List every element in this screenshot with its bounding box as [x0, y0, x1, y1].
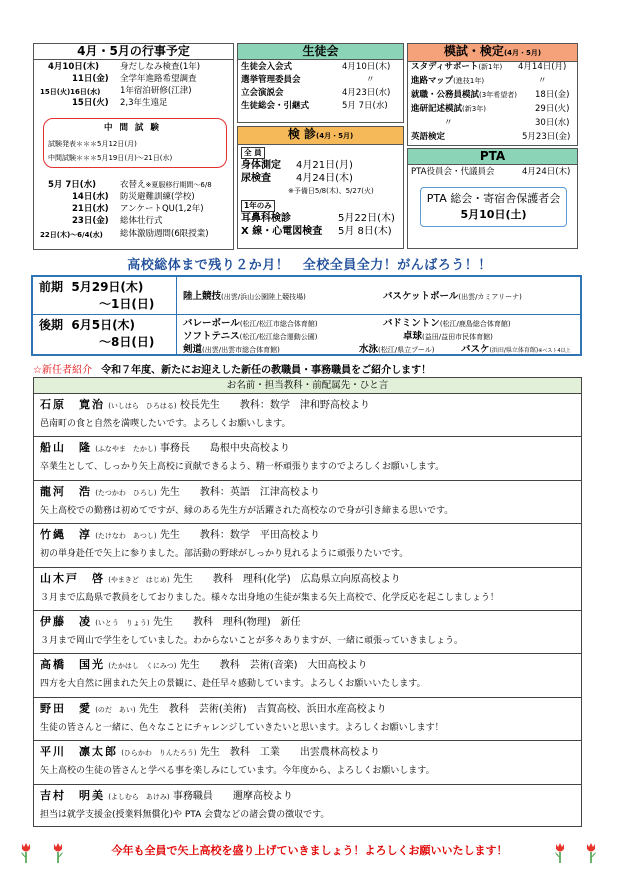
staff-message: 生徒の皆さんと一緒に、色々なことにチャレンジしていきたいと思います。よろしくお願いします！ — [40, 722, 444, 733]
mock-exam-date: 29日(火) — [535, 104, 570, 114]
staff-name-line — [40, 396, 575, 415]
checkup-date: 5月22日(木) — [338, 213, 395, 224]
mock-exam-item: 英語検定 — [411, 132, 446, 142]
staff-message: ３月まで広島県で教員をしておりました。様々な出身地の生徒が集まる矢上高校で、化学反応を起こしましょう！ — [40, 592, 499, 603]
mock-exam-item: 就職・公務員模試(3年希望者) — [411, 90, 517, 100]
mock-exam-item: スタディサポート(新1年) — [411, 62, 503, 72]
pta-general-meeting-date: 5月10日(土) — [460, 208, 527, 221]
checkup-box — [237, 126, 404, 249]
checkup-item: 耳鼻科検診 — [241, 213, 291, 224]
schedule-event: アンケートQU(1,2年) — [120, 204, 204, 214]
schedule-event: 2,3年生遠足 — [120, 98, 168, 108]
mock-exam-date: 30日(水) — [535, 118, 570, 128]
checkup-date: 4月24日(木) — [296, 173, 353, 184]
staff-row — [34, 437, 581, 480]
staff-message: 卒業生として、しっかり矢上高校に貢献できるよう、精一杯頑張りますのでよろしくお願いします。 — [40, 462, 445, 473]
staff-name-reading: (たかはし くにみつ) — [108, 662, 177, 671]
staff-info: 先生 教科 芸術(音楽) 大田高校より — [179, 660, 368, 672]
council-date: 4月10日(木) — [342, 62, 391, 72]
staff-name: 野田 愛 — [40, 701, 92, 715]
schedule-date: 15日(火)16日(水) — [40, 88, 101, 96]
checkup-item: 身体測定 — [241, 160, 281, 171]
schedule-title: 4月・5月の行事予定 — [34, 44, 233, 60]
midterm-title: 中 間 試 験 — [104, 123, 161, 133]
staff-name-reading: (いしはら ひろはる) — [108, 402, 177, 410]
staff-name: 山木戸 啓 — [40, 571, 105, 585]
sport-event: バレーボール(松江/松江市総合体育館) — [183, 318, 318, 329]
staff-info: 先生 教科：英語 江津高校より — [159, 486, 320, 498]
pta-box — [407, 148, 578, 249]
staff-info: 先生 教科 理科(物理) 新任 — [152, 616, 301, 628]
all-students-tag: 全 員 — [241, 147, 265, 159]
staff-name-line — [40, 743, 575, 762]
council-date: 4月23日(水) — [342, 88, 391, 98]
checkup-date: 5月 8日(木) — [338, 226, 392, 237]
mock-exam-item: 〃 — [444, 118, 453, 128]
mock-exam-date: 18日(金) — [535, 90, 570, 100]
pta-general-meeting-title: PTA 総会・寄宿舎保護者会 — [426, 192, 561, 205]
midterm-announce: 試験発表＊＊＊5月12日(月) — [48, 140, 137, 148]
mock-exam-box — [407, 43, 578, 146]
mock-exam-date: 4月14日(月) — [518, 62, 567, 72]
sport-event: 卓球(益田/益田市民体育館) — [403, 331, 493, 342]
staff-row — [34, 394, 581, 437]
first-half-dates: 前期 5月29日(木) ～1日(日) — [33, 277, 177, 314]
staff-row — [34, 654, 581, 697]
council-event: 立会演説会 — [241, 88, 284, 98]
staff-name-line — [40, 570, 575, 589]
staff-name: 龍河 浩 — [40, 484, 92, 498]
checkup-date: 4月21日(月) — [296, 160, 353, 171]
staff-name: 高橋 国光 — [40, 658, 105, 672]
staff-row — [34, 785, 581, 828]
staff-message: 担当は就学支援金(授業料無償化)や PTA 会費などの諸会費の徴収です。 — [40, 809, 330, 820]
staff-name: 伊藤 凌 — [40, 614, 92, 628]
sport-event: バスケ(浜田/県立体育館)※ベスト4以上 — [461, 344, 571, 355]
mock-exam-item: 進研記述模試(新3年) — [411, 104, 486, 114]
schedule-event: 1年宿泊研修(江津) — [120, 86, 192, 96]
staff-name-reading: (いとう りょう) — [95, 618, 150, 627]
staff-info: 先生 教科 工業 出雲農林高校より — [199, 747, 380, 759]
staff-message: 矢上高校の生徒の皆さんと学べる事を楽しみにしています。今年度から、よろしくお願いします。 — [40, 766, 435, 777]
staff-row — [34, 741, 581, 784]
tulip-icon — [585, 842, 597, 864]
staff-name-line — [40, 700, 575, 719]
schedule-date: 23日(金) — [72, 216, 109, 226]
council-event: 選挙管理委員会 — [241, 75, 301, 85]
schedule-date: 11日(金) — [72, 74, 109, 84]
staff-name: 平川 凛太郎 — [40, 745, 118, 759]
schedule-event: 衣替え※夏服移行期間～6/8 — [120, 180, 212, 190]
schedule-date: 4月10日(木) — [48, 62, 100, 72]
schedule-date: 5月 7日(水) — [48, 180, 97, 190]
schedule-event: 全学年進路希望調査 — [120, 74, 197, 84]
first-half-row — [33, 277, 580, 315]
sports-tournament-table — [31, 275, 582, 356]
staff-message: 初の単身赴任で矢上に参りました。部活動の野球がしっかり見れるように頑張りたいです。 — [40, 549, 409, 560]
schedule-date: 15日(火) — [72, 98, 109, 108]
staff-message: 矢上高校での勤務は初めてですが、縁のある先生方が活躍された高校なので身が引き締まる思いです。 — [40, 505, 454, 516]
staff-name-line — [40, 787, 575, 806]
staff-message: 邑南町の食と自然を満喫したいです。よろしくお願いします。 — [40, 419, 291, 429]
new-staff-table-header: お名前・担当教科・前配属先・ひと言 — [34, 378, 581, 394]
council-event: 生徒会入会式 — [241, 62, 293, 72]
sport-event: 剣道(出雲/出雲市総合体育館) — [183, 344, 280, 355]
staff-info: 事務長 島根中央高校より — [159, 443, 290, 455]
staff-name-reading: (たつかわ ひろし) — [95, 488, 157, 497]
staff-name: 吉村 明美 — [40, 788, 105, 802]
staff-name-reading: (のだ あい) — [95, 705, 136, 714]
schedule-event: 総体壮行式 — [120, 216, 163, 226]
schedule-event: 総体激励週間(6限授業) — [120, 229, 209, 239]
staff-info: 校長先生 教科：数学 津和野高校より — [179, 400, 370, 411]
staff-info: 先生 教科 芸術(美術) 吉賀高校、浜田水産高校より — [138, 703, 387, 715]
staff-row — [34, 524, 581, 567]
second-half-dates: 後期 6月5日(木) ～8日(日) — [33, 315, 177, 354]
schedule-date: 21日(水) — [72, 204, 109, 214]
council-date: 〃 — [366, 75, 375, 85]
staff-name: 石原 寛治 — [40, 398, 105, 411]
slogan: 高校総体まで残り２か月！ 全校全員全力！がんばろう！！ — [127, 258, 492, 273]
staff-name-line — [40, 613, 575, 632]
staff-row — [34, 698, 581, 741]
schedule-box — [33, 43, 234, 250]
checkup-title: 検 診(4月・5月) — [238, 127, 403, 145]
pta-event: PTA役員会・代議員会 — [411, 167, 495, 177]
new-staff-heading — [33, 361, 431, 376]
midterm-box — [43, 118, 227, 168]
staff-info: 先生 教科：数学 平田高校より — [159, 530, 320, 542]
schedule-event: 防災避難訓練(学校) — [120, 192, 195, 202]
checkup-note: ※予備日5/8(木)、5/27(火) — [288, 187, 374, 195]
staff-name-line — [40, 483, 575, 502]
checkup-item: X 線・心電図検査 — [241, 226, 323, 237]
schedule-date: 14日(水) — [72, 192, 109, 202]
pta-title: PTA — [408, 149, 577, 165]
schedule-event: 身だしなみ検査(1年) — [120, 62, 201, 72]
schedule-date: 22日(木)～6/4(水) — [40, 231, 103, 239]
second-half-row — [33, 315, 580, 354]
mock-exam-item: 進路マップ(進技1年) — [411, 76, 485, 86]
staff-name-reading: (ひらかわ りんたろう) — [121, 749, 197, 758]
first-year-tag: 1年のみ — [241, 200, 275, 212]
mock-exam-date: 〃 — [538, 76, 547, 86]
sport-event: 水泳(松江/県立プール) — [359, 344, 435, 355]
new-staff-title: 令和７年度、新たにお迎えした新任の教職員・事務職員をご紹介します！ — [101, 365, 432, 376]
staff-name-line — [40, 526, 575, 545]
staff-name-line — [40, 439, 575, 458]
staff-name-reading: (ふなやま たかし) — [95, 445, 157, 454]
staff-message: 四方を大自然に囲まれた矢上の景観に、赴任早々感動しています。よろしくお願いいたします。 — [40, 679, 426, 690]
council-event: 生徒総会・引継式 — [241, 101, 310, 111]
new-staff-tag: ☆新任者紹介 — [33, 365, 92, 376]
mock-exam-date: 5月23日(金) — [522, 132, 571, 142]
council-box — [237, 43, 404, 123]
mock-exam-title: 模試・検定(4月・5月) — [408, 44, 577, 62]
new-staff-table — [33, 377, 582, 827]
staff-name-line — [40, 656, 575, 675]
staff-name-reading: (よしむら あけみ) — [108, 792, 170, 801]
midterm-exam: 中間試験＊＊＊5月19日(月)～21日(水) — [48, 154, 173, 162]
sport-event: バスケットボール(出雲/カミアリーナ) — [383, 291, 522, 302]
staff-message: ３月まで岡山で学生をしていました。わからないことが多々ありますが、一緒に頑張っていきましょう。 — [40, 635, 464, 646]
staff-name: 竹縄 淳 — [40, 528, 92, 542]
staff-name-reading: (やまきど はじめ) — [108, 575, 170, 584]
council-title: 生徒会 — [238, 44, 403, 60]
staff-name-reading: (たけなわ あつし) — [95, 532, 157, 541]
sport-event: バドミントン(松江/鹿島総合体育館) — [383, 318, 511, 329]
staff-info: 事務職員 邇摩高校より — [172, 790, 293, 802]
staff-row — [34, 568, 581, 611]
sport-event: 陸上競技(出雲/浜山公園陸上競技場) — [183, 291, 306, 302]
staff-row — [34, 481, 581, 524]
pta-general-meeting — [420, 187, 567, 227]
footer-message: 今年も全員で矢上高校を盛り上げていきましょう！よろしくお願いいたします！ — [111, 844, 508, 857]
checkup-item: 尿検査 — [241, 173, 271, 184]
staff-name: 船山 隆 — [40, 441, 92, 455]
council-date: 5月 7日(水) — [342, 101, 388, 111]
staff-row — [34, 611, 581, 654]
sport-event: ソフトテニス(松江/松江総合運動公園) — [183, 331, 318, 342]
tulip-icon — [554, 842, 566, 864]
staff-info: 先生 教科 理科(化学) 広島県立向原高校より — [172, 573, 401, 585]
pta-date: 4月24日(木) — [522, 167, 571, 177]
